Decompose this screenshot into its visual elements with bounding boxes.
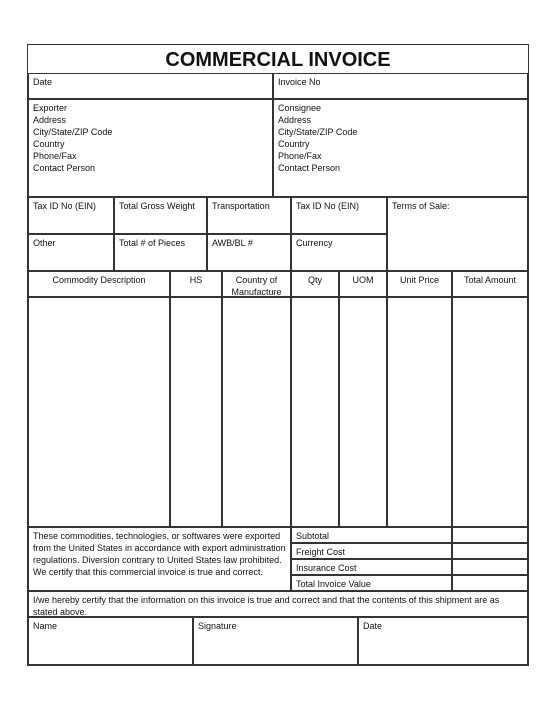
freight-cost-value[interactable] [452,543,528,559]
consignee-country-label: Country [278,139,310,149]
name-field[interactable]: Name [28,617,193,665]
unit-price-column[interactable] [387,297,452,527]
commodity-description-column[interactable] [28,297,170,527]
subtotal-label: Subtotal [291,527,452,543]
date-field[interactable]: Date [28,73,273,99]
total-gross-weight-field[interactable]: Total Gross Weight [114,197,207,234]
export-statement: These commodities, technologies, or softwares were exported from the United States in accordance with export administration regulations. Diversion contrary to United States law prohibited. We certify that this commercial invoice is true and correct. [28,527,291,591]
total-invoice-value-value[interactable] [452,575,528,591]
consignee-contact-label: Contact Person [278,163,341,173]
exporter-contact-label: Contact Person [33,163,96,173]
other-field[interactable]: Other [28,234,114,271]
insurance-cost-value[interactable] [452,559,528,575]
consignee-phone-label: Phone/Fax [278,151,322,161]
awb-bl-field[interactable]: AWB/BL # [207,234,291,271]
col-header-qty: Qty [291,271,339,297]
col-header-hs: HS [170,271,222,297]
exporter-address-label: Address [33,115,67,125]
exporter-city-label: City/State/ZIP Code [33,127,113,137]
col-header-uom: UOM [339,271,387,297]
consignee-city-label: City/State/ZIP Code [278,127,358,137]
invoice-title: COMMERCIAL INVOICE [165,49,391,71]
freight-cost-label: Freight Cost [291,543,452,559]
consignee-block[interactable] [273,99,528,197]
certification-statement: I/we hereby certify that the information on this invoice is true and correct and that the contents of this shipment are as stated above. [28,591,528,617]
col-header-country-of-manufacture: Country of Manufacture [222,271,291,297]
total-amount-column[interactable] [452,297,528,527]
subtotal-value[interactable] [452,527,528,543]
signature-field[interactable]: Signature [193,617,358,665]
uom-column[interactable] [339,297,387,527]
terms-of-sale-field[interactable]: Terms of Sale: [387,197,528,271]
consignee-label: Consignee [278,103,322,113]
tax-id-field-2[interactable]: Tax ID No (EIN) [291,197,387,234]
currency-field[interactable]: Currency [291,234,387,271]
total-pieces-field[interactable]: Total # of Pieces [114,234,207,271]
exporter-label: Exporter [33,103,68,113]
exporter-country-label: Country [33,139,65,149]
hs-column[interactable] [170,297,222,527]
insurance-cost-label: Insurance Cost [291,559,452,575]
signoff-date-field[interactable]: Date [358,617,528,665]
col-header-total-amount: Total Amount [452,271,528,297]
transportation-field[interactable]: Transportation [207,197,291,234]
total-invoice-value-label: Total Invoice Value [291,575,452,591]
col-header-commodity-description: Commodity Description [28,271,170,297]
invoice-no-field[interactable]: Invoice No [273,73,528,99]
commercial-invoice-form [27,44,529,666]
qty-column[interactable] [291,297,339,527]
tax-id-field-1[interactable]: Tax ID No (EIN) [28,197,114,234]
exporter-block[interactable] [28,99,273,197]
exporter-phone-label: Phone/Fax [33,151,77,161]
country-of-manufacture-column[interactable] [222,297,291,527]
col-header-unit-price: Unit Price [387,271,452,297]
consignee-address-label: Address [278,115,312,125]
